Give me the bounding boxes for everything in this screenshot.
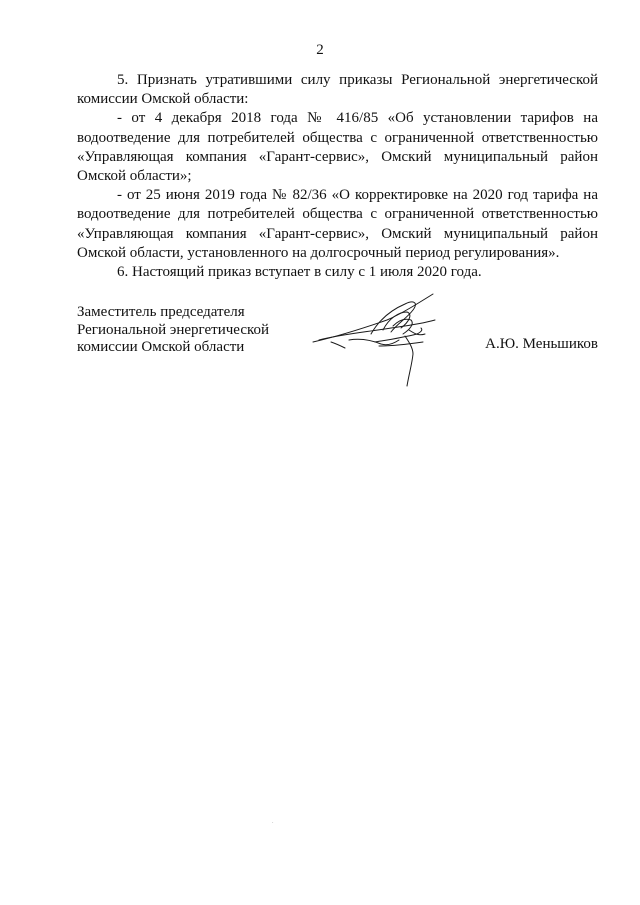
paragraph-5-item-2: - от 25 июня 2019 года № 82/36 «О корректировке на 2020 год тарифа на водоотведение для потребителей общества с ограниченной ответственностью «Управляющая компания «Гарант-сервис», Омский муниципальный район Омской области, установленного на долгосрочный период регулирования». — [77, 187, 598, 261]
signer-position — [77, 304, 269, 357]
paragraph-5-item-1: - от 4 декабря 2018 года № 416/85 «Об установлении тарифов на водоотведение для потребителей общества с ограниченной ответственностью «Управляющая компания «Гарант-сервис», Омский муниципальный район Омской области»; — [77, 110, 598, 185]
signer-position-line-2: Региональной энергетической — [77, 321, 270, 338]
signer-position-line-3: комиссии Омской области — [77, 339, 245, 356]
signer-position-line-1: Заместитель председателя — [77, 304, 245, 320]
document-body — [77, 71, 598, 282]
footer-mark: . — [272, 819, 274, 825]
signature-block — [77, 304, 598, 394]
page-number: 2 — [316, 42, 324, 58]
handwritten-signature — [309, 290, 444, 390]
paragraph-6: 6. Настоящий приказ вступает в силу с 1 июля 2020 года. — [117, 264, 482, 281]
paragraph-5: 5. Признать утратившими силу приказы Региональной энергетической комиссии Омской области: — [77, 72, 598, 108]
signer-name: А.Ю. Меньшиков — [485, 336, 598, 352]
